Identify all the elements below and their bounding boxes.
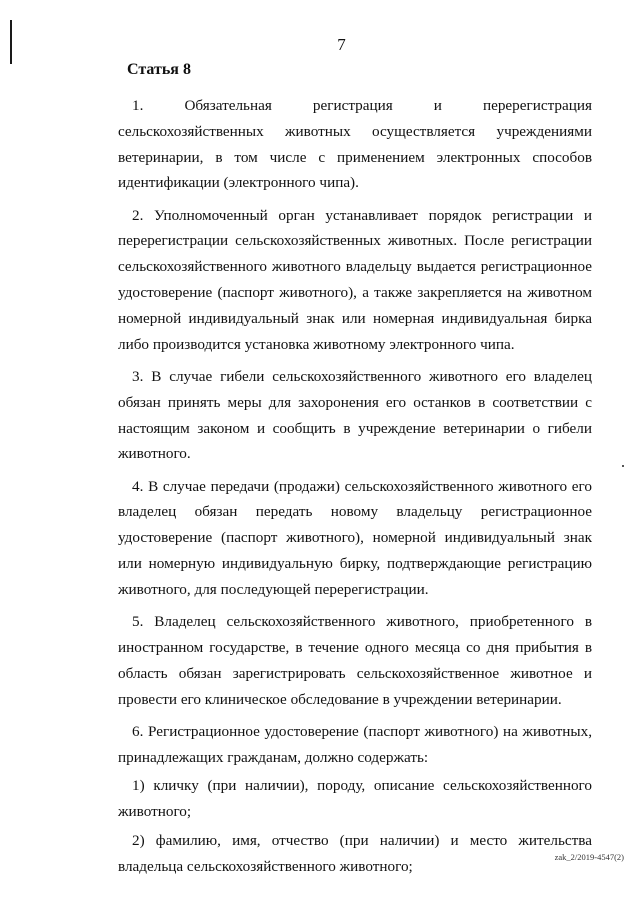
- page-number: 7: [337, 35, 346, 54]
- paragraph-3: 3. В случае гибели сельскохозяйственного животного его владелец обязан принять меры для захоронения его останков в соответствии с настоящим законом и сообщить в учреждение ветеринарии о гибели животного.: [118, 367, 592, 463]
- paragraph-2: 2. Уполномоченный орган устанавливает порядок регистрации и перерегистрации сельскохозяйственных животных. После регистрации сельскохозяйственного животного владельцу выдается регистрационное удостоверение (паспорт животного), а также закрепляется на животном номерной индивидуальный знак или номерная индивидуальная бирка либо производится установка животному электронного чипа.: [118, 206, 592, 353]
- list-item-1: 1) кличку (при наличии), породу, описание сельскохозяйственного животного;: [118, 777, 592, 821]
- paragraph-1: 1. Обязательная регистрация и перерегистрация сельскохозяйственных животных осуществляется учреждениями ветеринарии, в том числе с применением электронных способов идентификации (электронного чипа).: [118, 97, 592, 192]
- list-item-2: 2) фамилию, имя, отчество (при наличии) и место жительства владельца сельскохозяйственного животного;: [118, 832, 592, 875]
- paragraph-6: 6. Регистрационное удостоверение (паспорт животного) на животных, принадлежащих гражданам, должно содержать:: [118, 722, 592, 766]
- document-code: zak_2/2019-4547(2): [554, 852, 624, 862]
- article-heading: Статья 8: [127, 61, 191, 78]
- article-body: [118, 93, 592, 883]
- margin-mark: [622, 465, 624, 467]
- paragraph-5: 5. Владелец сельскохозяйственного животного, приобретенного в иностранном государстве, в течение одного месяца со дня прибытия в область обязан зарегистрировать сельскохозяйственное животное и провести его клиническое обследование в учреждении ветеринарии.: [118, 613, 592, 708]
- paragraph-4: 4. В случае передачи (продажи) сельскохозяйственного животного его владелец обязан передать новому владельцу регистрационное удостоверение (паспорт животного), номерной индивидуальный знак или номерную индивидуальную бирку, подтверждающие регистрацию животного, для последующей перерегистрации.: [118, 477, 592, 598]
